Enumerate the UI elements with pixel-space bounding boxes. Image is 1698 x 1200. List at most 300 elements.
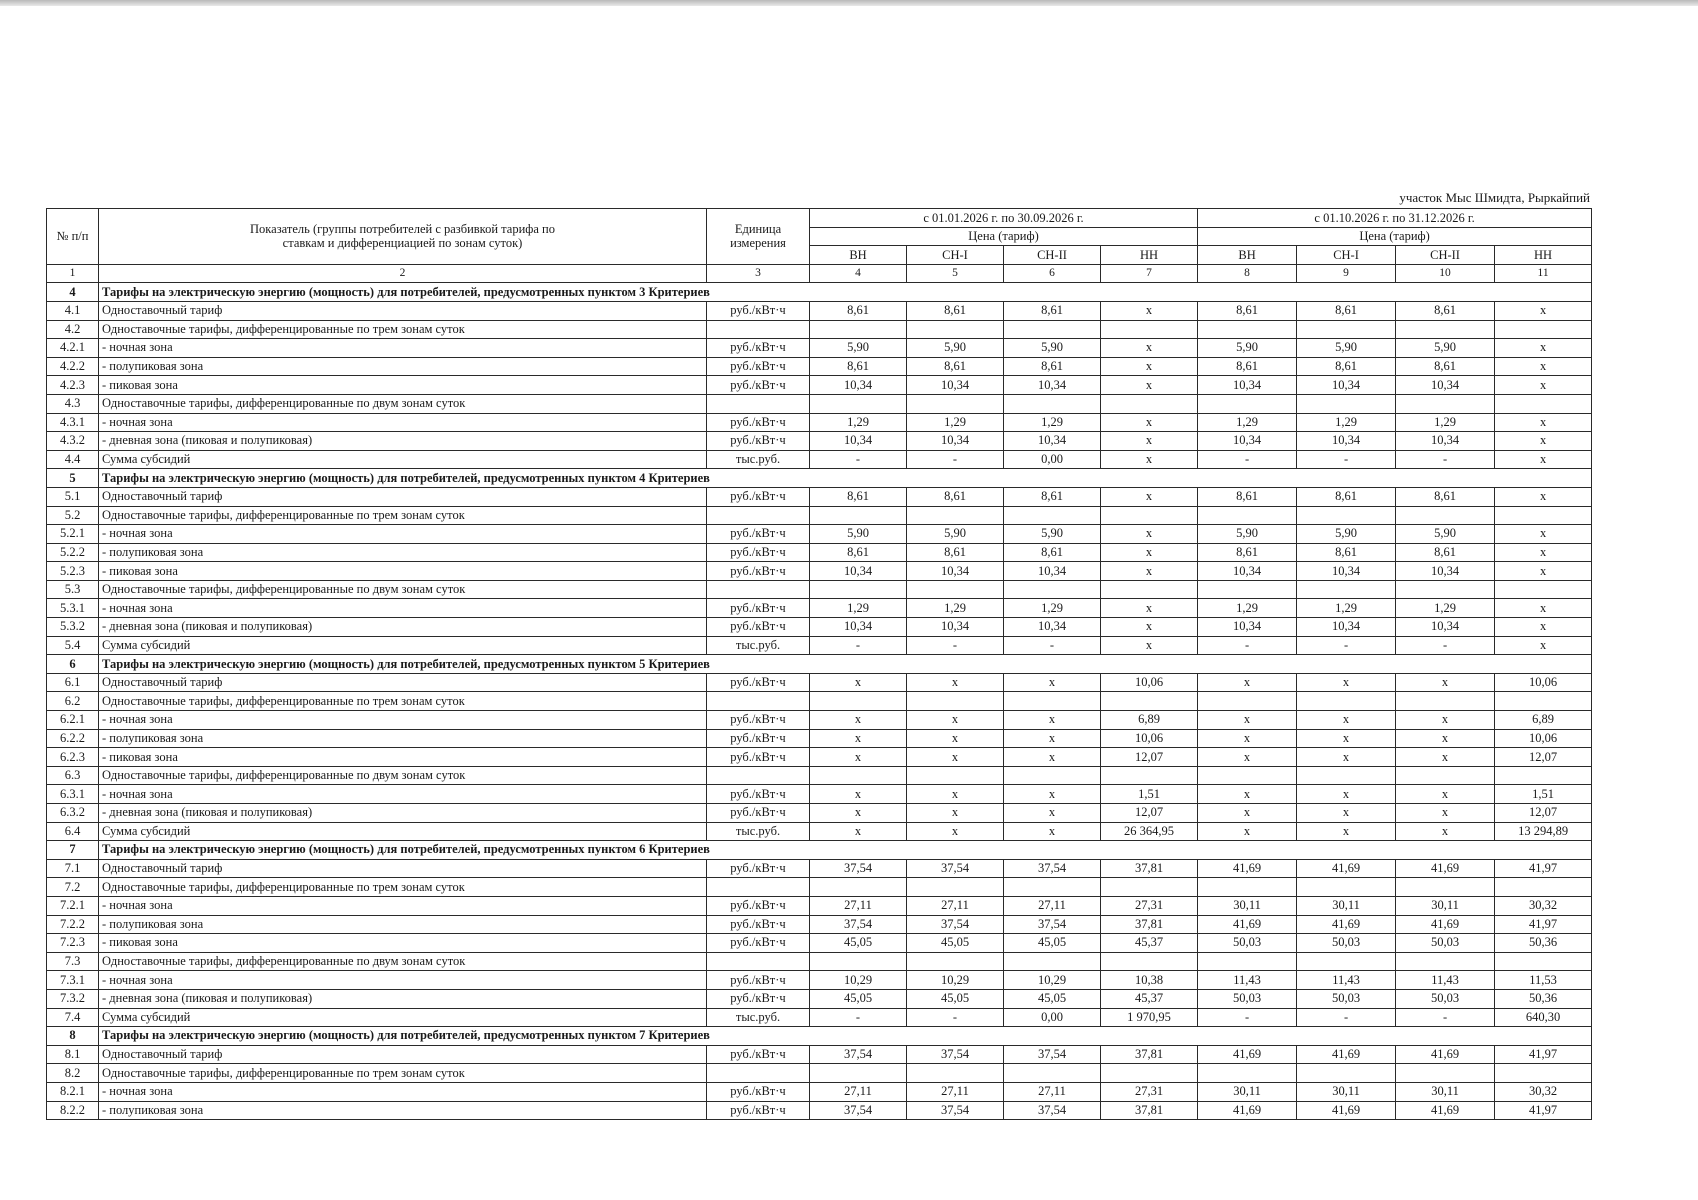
tariff-table [46,208,1592,1120]
group-row [47,394,1592,413]
price-cell: 1 970,95 [1101,1008,1198,1027]
price-cell: x [1297,673,1396,692]
empty-cell [1198,1064,1297,1083]
price-cell: x [907,673,1004,692]
empty-cell [810,580,907,599]
price-cell: 30,11 [1396,896,1495,915]
column-number: 8 [1198,264,1297,283]
price-cell: 37,54 [810,1045,907,1064]
row-number: 7.4 [47,1008,99,1027]
group-label: Одноставочные тарифы, дифференцированные по двум зонам суток [99,952,707,971]
section-row [47,1027,1592,1046]
row-label: - ночная зона [99,413,707,432]
empty-cell [1396,394,1495,413]
price-cell: - [1297,1008,1396,1027]
row-unit: руб./кВт·ч [707,562,810,581]
empty-cell [1004,878,1101,897]
empty-cell [1297,320,1396,339]
row-number: 5.4 [47,636,99,655]
group-row [47,506,1592,525]
price-cell: - [810,636,907,655]
column-number: 1 [47,264,99,283]
price-cell: x [1198,785,1297,804]
group-row [47,952,1592,971]
table-row [47,934,1592,953]
table-row [47,785,1592,804]
price-cell: 8,61 [907,357,1004,376]
column-number: 9 [1297,264,1396,283]
price-cell: 8,61 [1297,487,1396,506]
section-row [47,283,1592,302]
header-price-2: Цена (тариф) [1198,227,1592,246]
price-cell: 27,11 [1004,1082,1101,1101]
table-row [47,301,1592,320]
price-cell: - [1198,636,1297,655]
empty-cell [1198,580,1297,599]
price-cell: 45,37 [1101,934,1198,953]
price-cell: 10,34 [1004,618,1101,637]
price-cell: 27,11 [810,896,907,915]
section-title: Тарифы на электрическую энергию (мощность) для потребителей, предусмотренных пунктом 5 Критериев [99,655,1592,674]
table-row [47,673,1592,692]
table-row [47,376,1592,395]
price-cell: 50,03 [1198,989,1297,1008]
header-unit: Единица измерения [707,209,810,265]
price-cell: 12,07 [1101,748,1198,767]
price-cell: 8,61 [810,487,907,506]
row-label: Одноставочный тариф [99,487,707,506]
price-cell: 8,61 [907,301,1004,320]
price-cell: 10,29 [907,971,1004,990]
group-row [47,692,1592,711]
row-unit: руб./кВт·ч [707,896,810,915]
price-cell: 37,54 [810,915,907,934]
row-unit: руб./кВт·ч [707,785,810,804]
price-cell: x [1495,543,1592,562]
empty-cell [1396,878,1495,897]
table-row [47,413,1592,432]
price-cell: 8,61 [1396,301,1495,320]
column-number: 11 [1495,264,1592,283]
price-cell: 5,90 [1198,339,1297,358]
empty-cell [707,766,810,785]
table-row [47,1008,1592,1027]
empty-cell [707,1064,810,1083]
price-cell: x [1297,804,1396,823]
empty-cell [1396,952,1495,971]
price-cell: x [1495,525,1592,544]
price-cell: - [810,450,907,469]
price-cell: 12,07 [1495,804,1592,823]
empty-cell [1297,766,1396,785]
scan-edge [0,0,1698,6]
price-cell: - [907,1008,1004,1027]
row-unit: руб./кВт·ч [707,543,810,562]
price-cell: 5,90 [1396,525,1495,544]
table-row [47,915,1592,934]
price-cell: 10,34 [1004,562,1101,581]
price-cell: 8,61 [1297,301,1396,320]
price-cell: 11,43 [1396,971,1495,990]
price-cell: 5,90 [810,339,907,358]
price-cell: x [1495,450,1592,469]
column-number: 10 [1396,264,1495,283]
row-number: 4.3 [47,394,99,413]
price-cell: 10,34 [1396,432,1495,451]
price-cell: x [1101,543,1198,562]
empty-cell [907,878,1004,897]
price-cell: x [1004,748,1101,767]
price-cell: 27,31 [1101,896,1198,915]
group-label: Одноставочные тарифы, дифференцированные по трем зонам суток [99,1064,707,1083]
price-cell: x [1495,599,1592,618]
price-cell: 50,03 [1198,934,1297,953]
row-label: - полупиковая зона [99,915,707,934]
price-cell: x [1495,357,1592,376]
row-label: - ночная зона [99,896,707,915]
price-cell: 0,00 [1004,450,1101,469]
row-unit: руб./кВт·ч [707,432,810,451]
empty-cell [810,766,907,785]
price-cell: 41,69 [1198,859,1297,878]
empty-cell [1297,878,1396,897]
price-cell: x [810,748,907,767]
section-title: Тарифы на электрическую энергию (мощность) для потребителей, предусмотренных пунктом 3 Критериев [99,283,1592,302]
price-cell: 41,97 [1495,1101,1592,1120]
price-cell: 10,34 [1396,618,1495,637]
price-cell: 41,97 [1495,915,1592,934]
row-unit: руб./кВт·ч [707,915,810,934]
table-row [47,562,1592,581]
price-cell: 10,34 [1297,376,1396,395]
price-cell: x [1004,711,1101,730]
row-label: - дневная зона (пиковая и полупиковая) [99,432,707,451]
empty-cell [1004,766,1101,785]
empty-cell [1198,952,1297,971]
price-cell: - [907,636,1004,655]
price-cell: 5,90 [907,525,1004,544]
row-number: 6.3 [47,766,99,785]
column-number: 5 [907,264,1004,283]
price-cell: x [1297,711,1396,730]
row-number: 6.2 [47,692,99,711]
row-number: 6.2.1 [47,711,99,730]
table-row [47,989,1592,1008]
empty-cell [907,394,1004,413]
price-cell: 45,05 [1004,989,1101,1008]
price-cell: 8,61 [1396,357,1495,376]
price-cell: 5,90 [1396,339,1495,358]
price-cell: x [1101,413,1198,432]
row-number: 5.2.3 [47,562,99,581]
row-label: - дневная зона (пиковая и полупиковая) [99,989,707,1008]
price-cell: 1,51 [1101,785,1198,804]
price-cell: x [1101,487,1198,506]
price-cell: 27,31 [1101,1082,1198,1101]
empty-cell [907,506,1004,525]
price-cell: x [1198,822,1297,841]
price-cell: 5,90 [1297,525,1396,544]
price-cell: 10,06 [1495,729,1592,748]
empty-cell [1004,320,1101,339]
price-cell: 45,05 [810,934,907,953]
row-number: 4.2.1 [47,339,99,358]
price-cell: x [1198,804,1297,823]
table-row [47,859,1592,878]
table-row [47,432,1592,451]
header-indicator: Показатель (группы потребителей с разбивкой тарифа по ставкам и дифференциацией по зонам суток) [99,209,707,265]
price-cell: x [1495,413,1592,432]
row-label: Сумма субсидий [99,636,707,655]
row-label: - ночная зона [99,971,707,990]
price-cell: - [1198,1008,1297,1027]
row-unit: руб./кВт·ч [707,1101,810,1120]
price-cell: 37,54 [810,1101,907,1120]
empty-cell [810,394,907,413]
price-cell: 1,29 [1396,599,1495,618]
price-cell: 50,03 [1297,989,1396,1008]
price-cell: x [1495,432,1592,451]
row-number: 5 [47,469,99,488]
price-cell: 5,90 [1198,525,1297,544]
price-cell: 30,11 [1198,896,1297,915]
price-cell: x [810,822,907,841]
empty-cell [810,878,907,897]
price-cell: 11,43 [1198,971,1297,990]
empty-cell [1396,580,1495,599]
price-cell: x [907,748,1004,767]
row-label: - пиковая зона [99,562,707,581]
empty-cell [810,1064,907,1083]
row-unit: руб./кВт·ч [707,989,810,1008]
price-cell: 26 364,95 [1101,822,1198,841]
price-cell: 45,05 [907,989,1004,1008]
row-label: - полупиковая зона [99,729,707,748]
price-cell: 640,30 [1495,1008,1592,1027]
row-unit: руб./кВт·ч [707,618,810,637]
price-cell: - [1396,636,1495,655]
empty-cell [1495,580,1592,599]
row-unit: руб./кВт·ч [707,859,810,878]
header-price-1: Цена (тариф) [810,227,1198,246]
price-cell: x [1004,804,1101,823]
empty-cell [1297,394,1396,413]
empty-cell [1004,692,1101,711]
table-row [47,729,1592,748]
price-cell: 6,89 [1101,711,1198,730]
price-cell: 41,69 [1297,859,1396,878]
empty-cell [1297,1064,1396,1083]
price-cell: 50,03 [1297,934,1396,953]
row-number: 5.3.1 [47,599,99,618]
empty-cell [1101,394,1198,413]
price-cell: x [810,711,907,730]
price-cell: 10,34 [907,562,1004,581]
row-number: 4.4 [47,450,99,469]
price-cell: x [1495,562,1592,581]
price-cell: 5,90 [1004,525,1101,544]
price-cell: 1,29 [1297,413,1396,432]
price-cell: 30,32 [1495,1082,1592,1101]
row-unit: руб./кВт·ч [707,413,810,432]
price-cell: 45,05 [1004,934,1101,953]
price-cell: 11,53 [1495,971,1592,990]
empty-cell [1101,1064,1198,1083]
row-unit: тыс.руб. [707,822,810,841]
price-cell: x [1495,487,1592,506]
price-cell: x [810,785,907,804]
price-cell: x [1396,729,1495,748]
row-number: 4.3.2 [47,432,99,451]
empty-cell [1004,506,1101,525]
price-cell: x [907,729,1004,748]
price-cell: x [1396,822,1495,841]
price-cell: 37,54 [1004,915,1101,934]
row-number: 8.2.2 [47,1101,99,1120]
price-cell: 41,69 [1297,1045,1396,1064]
price-cell: 1,29 [810,599,907,618]
empty-cell [1198,506,1297,525]
price-cell: 41,69 [1396,1045,1495,1064]
price-cell: 37,54 [1004,1045,1101,1064]
empty-cell [1198,320,1297,339]
price-cell: 41,69 [1297,1101,1396,1120]
empty-cell [1101,320,1198,339]
price-cell: 37,54 [907,1045,1004,1064]
empty-cell [1101,878,1198,897]
group-label: Одноставочные тарифы, дифференцированные по трем зонам суток [99,878,707,897]
table-row [47,896,1592,915]
price-cell: x [1101,599,1198,618]
price-cell: x [1101,636,1198,655]
empty-cell [1297,580,1396,599]
table-row [47,804,1592,823]
price-cell: 10,34 [810,376,907,395]
row-label: - дневная зона (пиковая и полупиковая) [99,804,707,823]
row-unit: тыс.руб. [707,1008,810,1027]
price-cell: 30,11 [1198,1082,1297,1101]
empty-cell [1198,692,1297,711]
row-unit: тыс.руб. [707,450,810,469]
empty-cell [707,580,810,599]
group-label: Одноставочные тарифы, дифференцированные по трем зонам суток [99,320,707,339]
price-cell: 10,34 [810,562,907,581]
price-cell: 45,37 [1101,989,1198,1008]
price-cell: 27,11 [907,1082,1004,1101]
section-row [47,841,1592,860]
price-cell: 45,05 [907,934,1004,953]
row-number: 5.2.1 [47,525,99,544]
price-cell: x [907,804,1004,823]
price-cell: 37,54 [1004,859,1101,878]
header-level: СН-I [907,246,1004,265]
price-cell: 37,54 [1004,1101,1101,1120]
price-cell: 5,90 [1004,339,1101,358]
price-cell: 12,07 [1495,748,1592,767]
row-label: - ночная зона [99,711,707,730]
row-number: 7.2 [47,878,99,897]
price-cell: 27,11 [810,1082,907,1101]
row-unit: руб./кВт·ч [707,1045,810,1064]
price-cell: 8,61 [810,543,907,562]
price-cell: x [1495,376,1592,395]
table-row [47,618,1592,637]
price-cell: 41,69 [1198,1101,1297,1120]
price-cell: 10,34 [810,618,907,637]
price-cell: 8,61 [1004,543,1101,562]
price-cell: x [1297,822,1396,841]
row-number: 8.2 [47,1064,99,1083]
price-cell: 10,06 [1495,673,1592,692]
price-cell: 8,61 [1198,301,1297,320]
price-cell: - [907,450,1004,469]
empty-cell [707,692,810,711]
row-label: Одноставочный тариф [99,859,707,878]
row-number: 4.3.1 [47,413,99,432]
price-cell: 10,38 [1101,971,1198,990]
price-cell: 5,90 [810,525,907,544]
table-row [47,636,1592,655]
row-unit: руб./кВт·ч [707,357,810,376]
price-cell: 30,11 [1297,1082,1396,1101]
row-unit: руб./кВт·ч [707,729,810,748]
empty-cell [810,320,907,339]
empty-cell [1297,506,1396,525]
price-cell: x [1004,822,1101,841]
price-cell: 10,34 [1198,562,1297,581]
price-cell: x [907,822,1004,841]
row-unit: руб./кВт·ч [707,376,810,395]
price-cell: - [1396,450,1495,469]
column-number: 7 [1101,264,1198,283]
header-level: СН-II [1004,246,1101,265]
price-cell: 8,61 [1004,357,1101,376]
row-unit: руб./кВт·ч [707,711,810,730]
price-cell: 8,61 [907,487,1004,506]
row-number: 7.2.3 [47,934,99,953]
price-cell: 8,61 [1396,543,1495,562]
price-cell: x [1101,618,1198,637]
group-row [47,766,1592,785]
row-label: - ночная зона [99,1082,707,1101]
row-number: 6.2.2 [47,729,99,748]
price-cell: 5,90 [1297,339,1396,358]
group-row [47,320,1592,339]
price-cell: x [1396,673,1495,692]
row-number: 6.1 [47,673,99,692]
row-number: 6 [47,655,99,674]
price-cell: x [1495,339,1592,358]
row-unit: руб./кВт·ч [707,748,810,767]
price-cell: 41,69 [1396,1101,1495,1120]
empty-cell [1101,506,1198,525]
row-unit: тыс.руб. [707,636,810,655]
empty-cell [1495,506,1592,525]
price-cell: 8,61 [1297,357,1396,376]
price-cell: 37,81 [1101,1101,1198,1120]
price-cell: 10,34 [1198,376,1297,395]
table-row [47,711,1592,730]
header-level: НН [1495,246,1592,265]
header-level: СН-II [1396,246,1495,265]
empty-cell [1495,952,1592,971]
row-number: 8.2.1 [47,1082,99,1101]
row-number: 6.3.1 [47,785,99,804]
price-cell: 11,43 [1297,971,1396,990]
price-cell: x [1101,562,1198,581]
header-level: НН [1101,246,1198,265]
empty-cell [907,320,1004,339]
